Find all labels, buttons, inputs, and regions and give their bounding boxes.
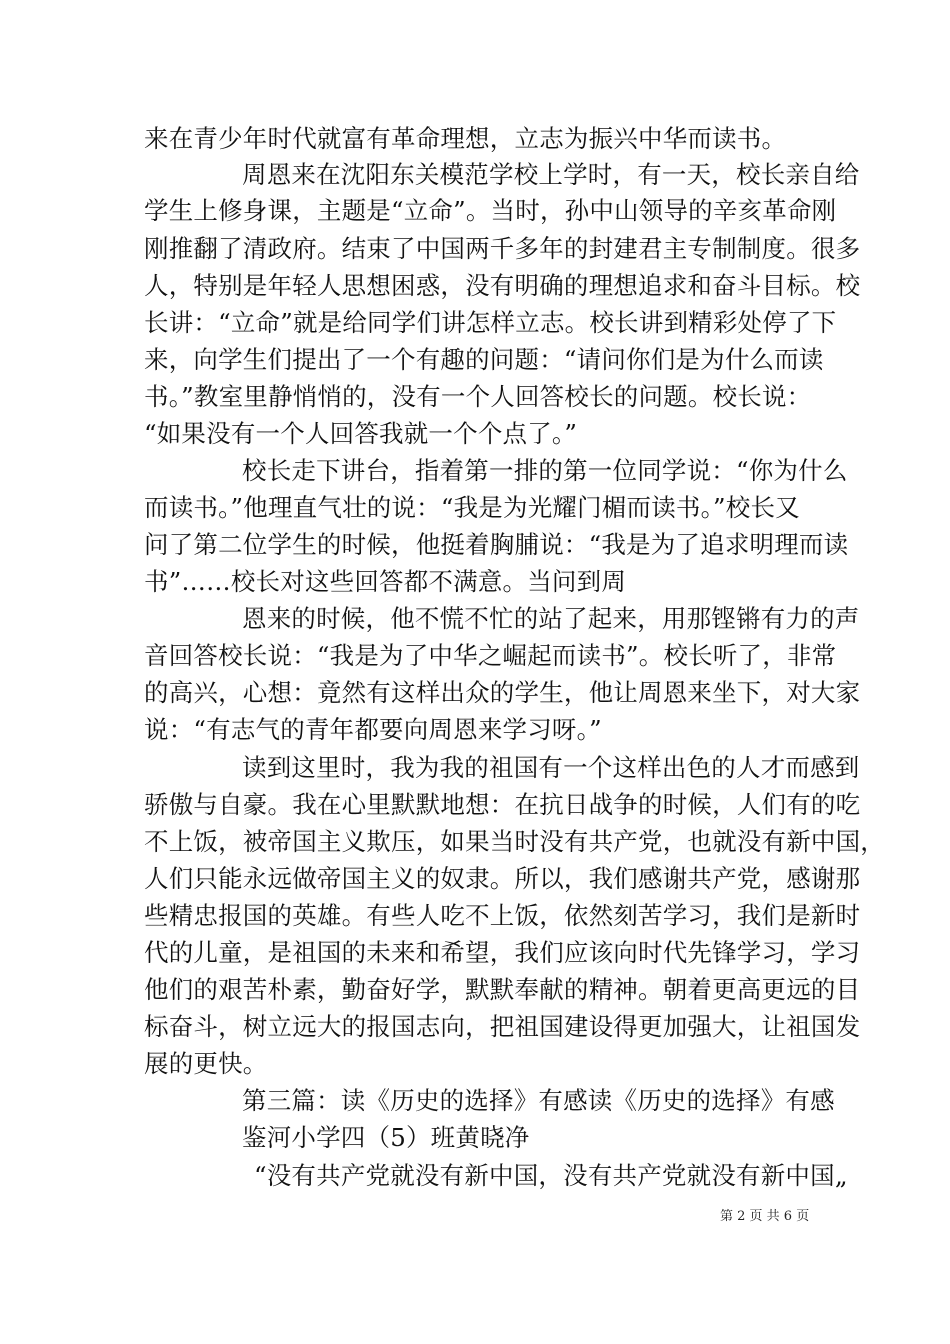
text-line: 些精忠报国的英雄。有些人吃不上饭，依然刻苦学习，我们是新时 [144,901,861,930]
text-line: 人，特别是年轻人思想困惑，没有明确的理想追求和奋斗目标。校 [144,271,861,300]
text-line: 书”……校长对这些回答都不满意。当问到周 [144,567,627,596]
paragraph-first-line: 读到这里时，我为我的祖国有一个这样出色的人才而感到 [242,753,860,782]
text-line: 而读书。”他理直气壮的说：“我是为光耀门楣而读书。”校长又 [144,493,800,522]
text-line: 说：“有志气的青年都要向周恩来学习呀。” [144,715,602,744]
text-line: 人们只能永远做帝国主义的奴隶。所以，我们感谢共产党，感谢那 [144,864,861,893]
author-line: 鉴河小学四（5）班黄晓净 [242,1123,530,1152]
text-line: 展的更快。 [144,1049,268,1078]
text-line: 的高兴，心想：竟然有这样出众的学生，他让周恩来坐下，对大家 [144,678,861,707]
paragraph-first-line: 校长走下讲台，指着第一排的第一位同学说：“你为什么 [242,456,848,485]
text-line: 代的儿童，是祖国的未来和希望，我们应该向时代先锋学习，学习 [144,938,861,967]
text-line: 问了第二位学生的时候，他挺着胸脯说：“我是为了追求明理而读 [144,530,849,559]
section-heading: 第三篇：读《历史的选择》有感读《历史的选择》有感 [242,1086,835,1115]
text-line: 骄傲与自豪。我在心里默默地想：在抗日战争的时候，人们有的吃 [144,790,861,819]
text-line: 书。”教室里静悄悄的，没有一个人回答校长的问题。校长说： [144,382,812,411]
text-line: 来，向学生们提出了一个有趣的问题：“请问你们是为什么而读 [144,345,824,374]
text-line: “如果没有一个人回答我就一个个点了。” [144,419,578,448]
quote-line: “没有共产党就没有新中国，没有共产党就没有新中国„ [254,1161,848,1190]
paragraph-first-line: 恩来的时候，他不慌不忙的站了起来，用那铿锵有力的声 [242,604,860,633]
text-line: 标奋斗，树立远大的报国志向，把祖国建设得更加强大，让祖国发 [144,1012,861,1041]
text-line: 刚推翻了清政府。结束了中国两千多年的封建君主专制制度。很多 [144,234,861,263]
paragraph-first-line: 周恩来在沈阳东关模范学校上学时，有一天，校长亲自给 [242,160,860,189]
text-line: 长讲：“立命”就是给同学们讲怎样立志。校长讲到精彩处停了下 [144,308,837,337]
text-line: 来在青少年时代就富有革命理想，立志为振兴中华而读书。 [144,124,787,153]
page-number-footer: 第 2 页 共 6 页 [720,1209,810,1224]
text-line: 不上饭，被帝国主义欺压，如果当时没有共产党，也就没有新中国， [144,827,885,856]
text-line: 学生上修身课，主题是“立命”。当时，孙中山领导的辛亥革命刚 [144,196,837,225]
text-line: 音回答校长说：“我是为了中华之崛起而读书”。校长听了，非常 [144,641,837,670]
text-line: 他们的艰苦朴素，勤奋好学，默默奉献的精神。朝着更高更远的目 [144,975,861,1004]
